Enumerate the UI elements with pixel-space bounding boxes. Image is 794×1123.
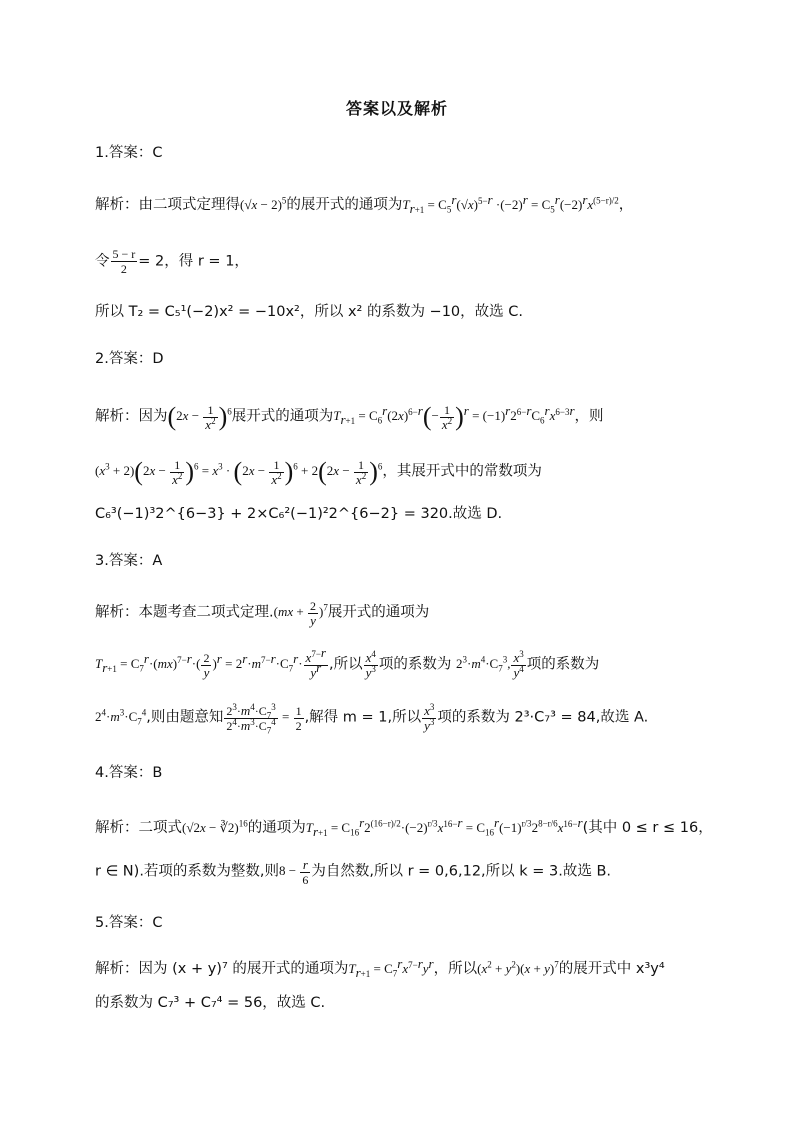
q3-text-a: 本题考查二项式定理. (138, 604, 274, 621)
q5-text-a: 因为 (x + y)⁷ 的展开式的通项为 (138, 961, 349, 977)
q3-text-b: 展开式的通项为 (327, 604, 430, 621)
page-title: 答案以及解析 (345, 99, 448, 118)
q2-explanation-line1 (95, 403, 604, 432)
q1-text-b: 的展开式的通项为 (286, 197, 403, 213)
q4-line2-b: 为自然数,所以 r = 0,6,12,所以 k = 3.故选 B. (311, 863, 612, 880)
q4-text-a: 二项式 (138, 820, 182, 836)
q5-explanation-line2: 的系数为 C₇³ + C₇⁴ = 56，故选 C. (95, 995, 326, 1011)
q1-explanation-line1: 解析：由二项式定理得$(√x - 2)^5$的展开式的通项为$T_{r+1} = C_5^r(√x)^{5-r} \cdot(-2)^r = C_5^r(-2)^rx^{(5-r)/2}$， (95, 191, 634, 216)
q1-frac-den: 2 (120, 262, 127, 276)
q3-explanation-line2: $T_{r+1} = C_7^r\cdot(mx)^{7-r}\cdot$( $\frac{2}{y}$ )$^r = 2^r\cdot m^{7-r}\cdot C_7^r\cdot$ $\frac{x^{7-r}}{y^r}$ ,所以 $\frac{x^4}{y^3}$ 项的系数为 $2^3\cdot m^4\cdot C_7^3$, $\frac{x^3}{y^4}$ 项的系数为 (95, 645, 600, 680)
q1-binomial-expr: $(√x - 2)^5$ (240, 195, 287, 212)
q3-binomial-expr: (mx + $\frac{2}{y}$ )$^7$ (273, 599, 328, 628)
q3-coef-a: $2^3\cdot m^4\cdot C_7^3$, $\frac{x^3}{y^4}$ (455, 649, 524, 680)
q4-line2-a: r ∈ N).若项的系数为整数,则 (95, 863, 280, 880)
q1-frac-num: 5 − r (112, 247, 136, 261)
q1-explanation-line2 (95, 247, 249, 276)
q1-line2-prefix: 令 (95, 253, 110, 270)
q2-binomial-expr: (2x − $\frac{1}{x^2}$ )$^6$ (167, 402, 232, 432)
q4-answer: 4.答案：B (95, 765, 163, 781)
q5-text-c: 的展开式中 x³y⁴ (558, 961, 665, 977)
q2-product-expr: $(x^3 + 2)(2x$ − $\frac{1}{x^2}$ )$^6 = x^3 \cdot (2x$ − $\frac{1}{x^2}$ )$^6$ + 2(2x − $\frac{1}{x^2}$ )$^6$ (95, 457, 383, 487)
q3-explanation-line3 (95, 702, 649, 736)
q3-line3-c: 项的系数为 2³·C₇³ = 84,故选 A. (437, 709, 649, 726)
q3-label: 解析： (95, 604, 139, 621)
q1-general-term: $T_{r+1} = C_5^r(√x)^{5-r} \cdot(-2)^r = C_5^r(-2)^rx^{(5-r)/2}$ (402, 191, 619, 216)
q1-explanation-line3: 所以 T₂ = C₅¹(−2)x² = −10x²，所以 x² 的系数为 −10，故选 C. (95, 304, 524, 320)
q1-text-a: 由二项式定理得 (138, 197, 240, 213)
q2-general-term: $T_{r+1} = C_6^r(2x)^{6-r}(-$ $\frac{1}{x^2}$ )$^r = (-1)^r2^{6-r}C_6^rx^{6-3r}$ (333, 402, 575, 432)
q4-general-term: $T_{r+1} = C_{16}^r2^{(16-r)/2}\cdot(-2)^{r/3}x^{16-r} = C_{16}^r(-1)^{r/3}2^{8-r/6}x^{16-r}$ (305, 814, 583, 839)
q4-explanation-line2 (95, 858, 611, 887)
q1-line2-rest: = 2，得 r = 1， (138, 253, 249, 270)
q3-line3-b: ,解得 m = 1,所以 (304, 709, 422, 726)
q4-explanation-line1 (95, 814, 713, 839)
q5-explanation-line1 (95, 955, 665, 980)
q5-label: 解析： (95, 961, 139, 977)
q5-text-b: ，所以 (433, 961, 478, 977)
q2-explanation-line3: C₆³(−1)³2^{6−3} + 2×C₆²(−1)²2^{6−2} = 320.故选 D. (95, 506, 503, 522)
q1-answer: 1.答案：C (95, 145, 163, 161)
q3-general-term: $T_{r+1} = C_7^r\cdot(mx)^{7-r}\cdot$( $\frac{2}{y}$ )$^r = 2^r\cdot m^{7-r}\cdot C_7^r\cdot$ $\frac{x^{7-r}}{y^r}$ (95, 645, 326, 680)
q3-line2-tail: 项的系数为 (526, 656, 600, 673)
q3-coef-b: $2^4\cdot m^3\cdot C_7^4$ (95, 708, 147, 728)
q2-answer: 2.答案：D (95, 351, 164, 367)
q3-ratio: $\frac{2^3\cdot m^4\cdot C_7^3}{2^4\cdot m^3\cdot C_7^4}$ = $\frac{1}{2}$ (226, 702, 302, 736)
q1-label: 解析： (95, 197, 139, 213)
q3-line3-a: ,则由题意知 (146, 709, 224, 726)
q2-line2-tail: ，其展开式中的常数项为 (382, 463, 542, 480)
q4-text-b: 的通项为 (247, 820, 306, 836)
q2-text-b: 展开式的通项为 (231, 408, 334, 425)
q2-explanation-line2 (95, 458, 542, 487)
q4-label: 解析： (95, 820, 139, 836)
q3-line2-mid: ,所以 (328, 656, 363, 673)
q4-exponent-expr: 8 − $\frac{r}{6}$ (279, 857, 309, 887)
q3-explanation-line1 (95, 599, 429, 628)
q2-text-a: 因为 (138, 408, 168, 425)
q5-answer: 5.答案：C (95, 915, 163, 931)
q5-general-term: $T_{r+1} = C_7^rx^{7-r}y^r$ (348, 955, 434, 980)
q2-label: 解析： (95, 408, 139, 425)
q5-product-expr: $(x^2 + y^2)(x + y)^7$ (477, 959, 559, 976)
q3-answer: 3.答案：A (95, 553, 163, 569)
q2-text-c: ，则 (574, 408, 604, 425)
q3-term-b: $\frac{x^3}{y^3}$ (424, 702, 435, 733)
q4-binomial-expr: (√2x − ∛2)$^{16}$ (182, 818, 248, 835)
q4-text-c: (其中 0 ≤ r ≤ 16， (582, 820, 713, 836)
q1-fraction (111, 247, 138, 276)
q3-term-a: $\frac{x^4}{y^3}$ (365, 649, 376, 680)
